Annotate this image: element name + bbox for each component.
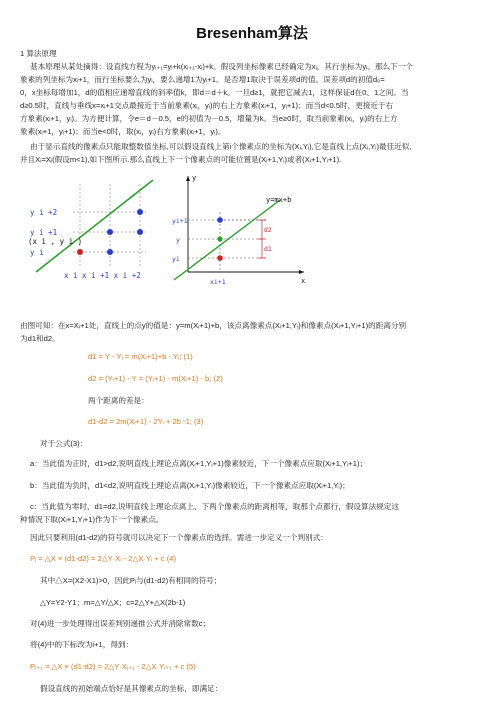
- section-heading: 1 算法原理: [20, 49, 57, 58]
- formula-3-label: 对于公式(3)：: [40, 439, 88, 448]
- x-axis-label: x: [301, 277, 306, 285]
- equation-2: d2 = (Yᵢ+1) - Y = (Yᵢ+1) - m(Xᵢ+1) - b; (2): [88, 374, 223, 383]
- page-title: Bresenham算法: [196, 25, 308, 42]
- case-c: [20, 500, 486, 526]
- label-x-axis: x i x i +1 x i +2: [64, 271, 141, 280]
- line-segment: [174, 200, 280, 280]
- label-y: y: [176, 236, 180, 244]
- line-equation: y=mx+b: [266, 196, 292, 204]
- label-yi: yi: [172, 255, 180, 263]
- label-xi1: xi+1: [210, 278, 226, 286]
- label-d1: d1: [264, 245, 272, 253]
- pixel-point: [107, 229, 113, 235]
- text-line: 并且Xᵢ=Xᵢ(假设m<1),如下图所示.那么直线上下一个像素点的可能位置是(Xᵢ+1,Yᵢ)或者(Xᵢ+1,Yᵢ+1).: [20, 155, 342, 164]
- label-xy: (x i , y i ): [28, 237, 83, 246]
- pixel-point: [137, 229, 143, 235]
- label-d2: d2: [264, 226, 272, 234]
- text-line: 基本原理从某处摘得：设直线方程为yᵢ₊₁=yᵢ+k(xᵢ₊₁-xᵢ)+k。假设列坐标像素已经确定为xᵢ，其行坐标为yᵢ。那么下一个: [30, 62, 413, 71]
- equation-1: d1 = Y - Yᵢ = m(Xᵢ+1)+b - Yᵢ; (1): [88, 352, 193, 361]
- text-line: 由于显示直线的像素点只能取整数值坐标,可以假设直线上第i个像素点的坐标为(Xᵢ,Yᵢ),它是直线上点(Xᵢ,Yᵢ)最佳近似,: [30, 142, 412, 151]
- guide-lines: [188, 212, 268, 272]
- label-yi1: yi+1: [172, 217, 188, 225]
- text-line: d≥0.5时，直线与垂线x=xᵢ+1交点最接近于当前象素(xᵢ，yᵢ)的右上方象素(xᵢ+1，yᵢ+1)；而当d<0.5时，更接近于右: [20, 101, 394, 110]
- paragraph-from-figure: [20, 319, 486, 345]
- paragraph-recursion: 对(4)进一步处理得出误差判别递推公式并消除常数c；: [30, 619, 211, 628]
- text-line: 方象素(xᵢ+1，yᵢ)。为方便计算，令e＝d－0.5，e的初值为－0.5，增量为k。当e≥0时，取当前象素(xᵢ，yᵢ)的右上方: [20, 114, 398, 123]
- case-b: b：当此值为负时，d1<d2,说明直线上理论点离(Xᵢ+1,Yᵢ)像素较近，下一个像素点应取(Xᵢ+1,Yᵢ)；: [30, 481, 350, 490]
- equation-3: d1-d2 = 2m(Xᵢ+1) - 2Yᵢ + 2b -1; (3): [88, 417, 204, 426]
- paragraph-definitions: △Y=Y2-Y1；m=△Y/△X；c=2△Y+△X(2b-1): [40, 598, 186, 607]
- line-point: [217, 236, 222, 241]
- pixel-point: [77, 249, 83, 255]
- text-line: 种情况下取(Xᵢ+1,Yᵢ+1)作为下一个像素点。: [20, 515, 164, 524]
- paragraph-principle: [20, 60, 486, 138]
- label-yi2: y i +2: [30, 208, 58, 217]
- label-yi: y i: [30, 248, 44, 257]
- paragraph-sign: 因此只要利用(d1-d2)的符号就可以决定下一个像素点的选择。需进一步定义一个判别式：: [30, 533, 328, 542]
- text-line: c：当此值为零时，d1=d2,说明直线上理论点离上、下两个像素点的距离相等，取那个点都行，假设算法规定这: [30, 502, 399, 511]
- equation-4: Pᵢ = △X × (d1-d2) = 2△Y·Xᵢ - 2△X·Yᵢ + c (4): [30, 554, 177, 563]
- pixel-point-lower: [217, 255, 223, 261]
- equation-5: Pᵢ₊₁ = △X × (d1-d2) = 2△Y·Xᵢ₊₁ - 2△X·Yᵢ₊₁ + c (5): [30, 662, 196, 671]
- text-line: 象素(xᵢ+1，yᵢ+1)；而当e<0时，取(xᵢ，yᵢ)右方象素(xᵢ+1，yᵢ)。: [20, 127, 226, 136]
- pixel-point: [107, 249, 113, 255]
- line-segment: [36, 180, 153, 272]
- y-axis-arrow: [186, 176, 190, 181]
- text-line: 为d1和d2。: [20, 334, 60, 343]
- difference-label: 两个距离的差是：: [88, 396, 149, 405]
- text-line: 由图可知：在x=Xᵢ+1处，直线上的点y的值是：y=m(Xᵢ+1)+b，该点离像素点(Xᵢ+1,Yᵢ)和像素点(Xᵢ+1,Yᵢ+1)的距离分别: [20, 321, 407, 330]
- y-axis-label: y: [192, 174, 197, 182]
- pixel-point: [137, 209, 143, 215]
- text-line: 象素的列坐标为xᵢ+1，而行坐标要么为yᵢ，要么递增1为yᵢ+1。是否增1取决于误差项d的值。误差项d的初值d₀=: [20, 75, 385, 84]
- case-a: a：当此值为正时，d1>d2,说明直线上理论点离(Xᵢ+1,Yᵢ+1)像素较近，下一个像素点应取(Xᵢ+1,Yᵢ+1)；: [30, 459, 368, 468]
- x-axis-arrow: [299, 270, 304, 274]
- paragraph-subscript: 将(4)中的下标改为i+1，得到：: [30, 640, 134, 649]
- paragraph-initial-point: 假设直线的初始端点恰好是其像素点的坐标，即满足：: [40, 684, 223, 693]
- label-yi1: y i +1: [30, 228, 58, 237]
- pixel-point-upper: [217, 217, 223, 223]
- text-line: 0，x坐标每增加1，d的值相应递增直线的斜率值k，即d＝d＋k。一旦d≥1，就把它减去1，这样保证d在0、1之间。当: [20, 88, 409, 97]
- distance-figure: [170, 172, 310, 290]
- pixel-grid-figure: [28, 176, 158, 288]
- paragraph-where: 其中△X=(X2-X1)>0，因此Pᵢ与(d1-d2)有相同的符号；: [40, 576, 222, 585]
- paragraph-pixel-position: [20, 140, 486, 166]
